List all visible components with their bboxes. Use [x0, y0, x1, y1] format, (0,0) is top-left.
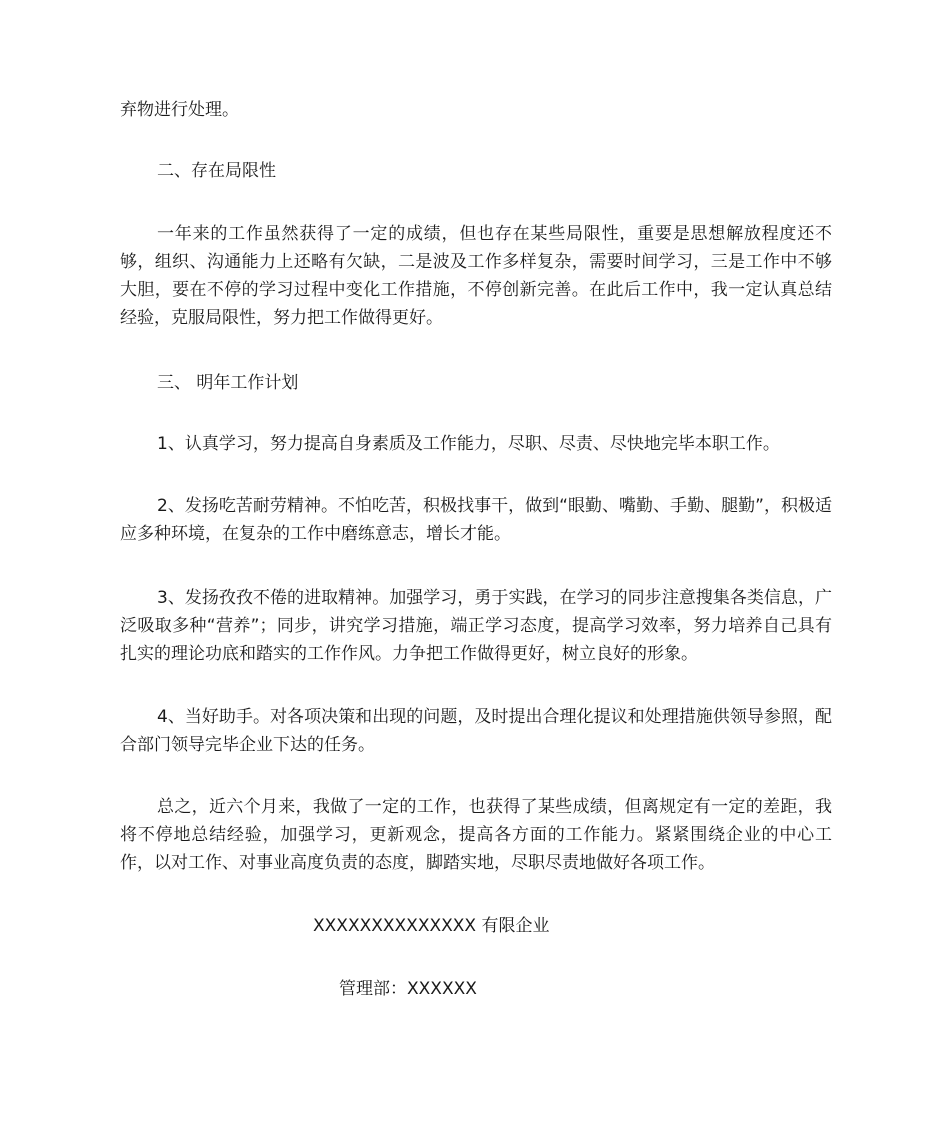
section3-heading: 三、 明年工作计划 [157, 373, 299, 393]
intro-tail-text: 弃物进行处理。 [120, 100, 239, 120]
plan-item-2: 2、发扬吃苦耐劳精神。不怕吃苦，积极找事干，做到“眼勤、嘴勤、手勤、腿勤”，积极适应多种环境，在复杂的工作中磨练意志，增长才能。 [120, 496, 832, 544]
plan-item-1: 1、认真学习，努力提高自身素质及工作能力，尽职、尽责、尽快地完毕本职工作。 [157, 434, 780, 454]
signature-department: 管理部：XXXXXX [339, 979, 477, 999]
conclusion-paragraph: 总之，近六个月来，我做了一定的工作，也获得了某些成绩，但离规定有一定的差距，我将不停地总结经验，加强学习，更新观念，提高各方面的工作能力。紧紧围绕企业的中心工作，以对工作、对事业高度负责的态度，脚踏实地，尽职尽责地做好各项工作。 [120, 797, 832, 873]
section2-heading: 二、存在局限性 [157, 161, 276, 181]
plan-item-3: 3、发扬孜孜不倦的进取精神。加强学习，勇于实践，在学习的同步注意搜集各类信息，广泛吸取多种“营养”；同步，讲究学习措施，端正学习态度，提高学习效率，努力培养自己具有扎实的理论功底和踏实的工作作风。力争把工作做得更好，树立良好的形象。 [120, 588, 832, 664]
signature-company: XXXXXXXXXXXXXX 有限企业 [313, 916, 550, 936]
plan-item-4: 4、当好助手。对各项决策和出现的问题，及时提出合理化提议和处理措施供领导参照，配合部门领导完毕企业下达的任务。 [120, 707, 832, 755]
section2-paragraph: 一年来的工作虽然获得了一定的成绩，但也存在某些局限性，重要是思想解放程度还不够，组织、沟通能力上还略有欠缺，二是波及工作多样复杂，需要时间学习，三是工作中不够大胆，要在不停的学习过程中变化工作措施，不停创新完善。在此后工作中，我一定认真总结经验，克服局限性，努力把工作做得更好。 [120, 224, 832, 328]
